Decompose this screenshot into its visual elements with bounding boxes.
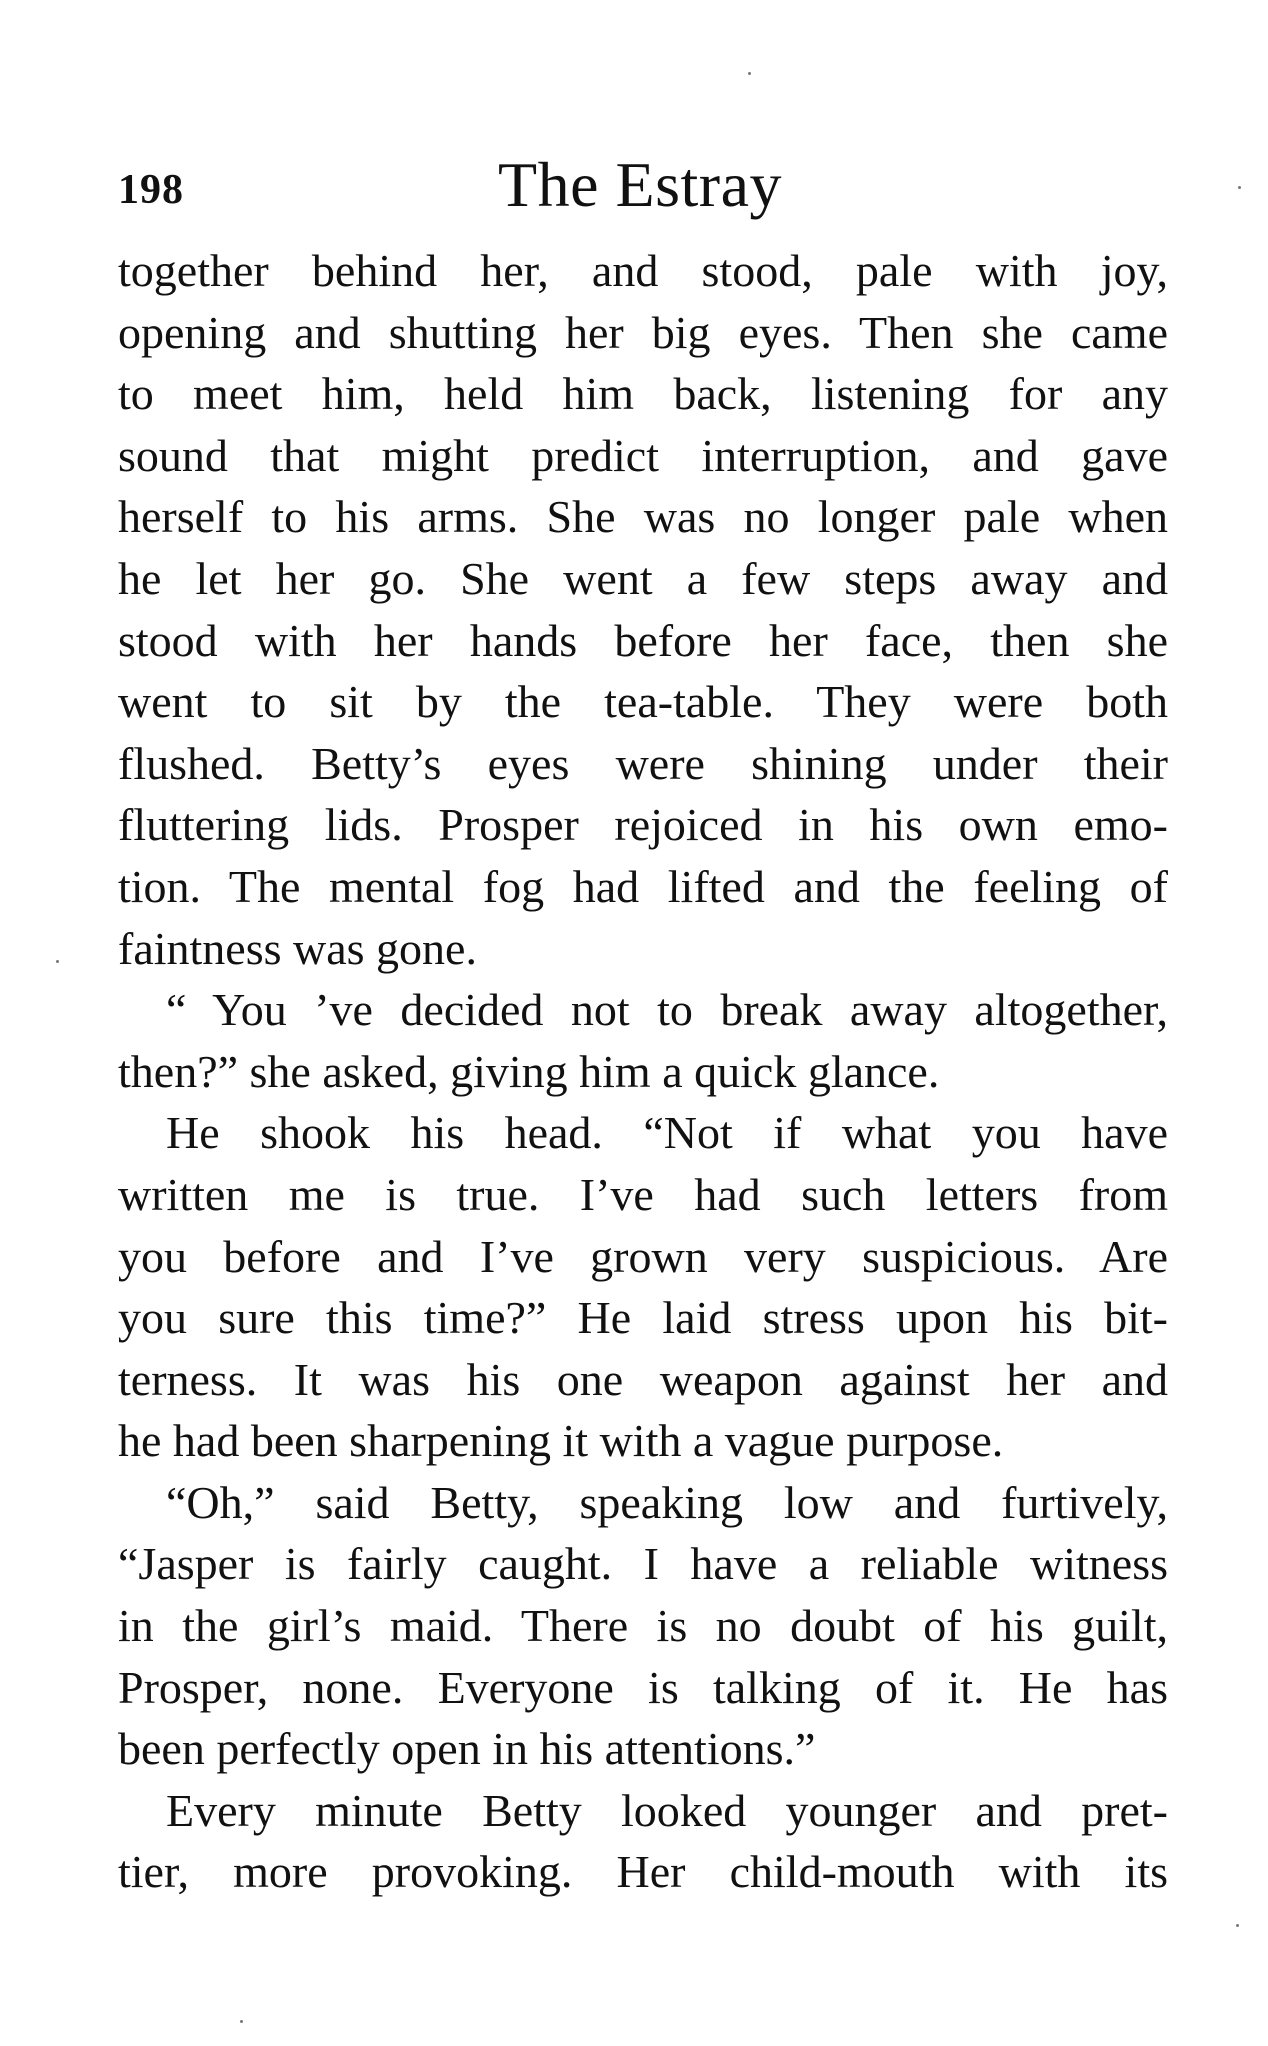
body-text <box>118 240 1168 1940</box>
text-line: you before and I’ve grown very suspicious. Are <box>118 1230 1168 1282</box>
text-line: together behind her, and stood, pale with joy, <box>118 245 1168 296</box>
page-header <box>118 148 1168 228</box>
running-title: The Estray <box>498 149 782 220</box>
text-line: sound that might predict interruption, and gave <box>118 429 1168 481</box>
text-line: “Oh,” said Betty, speaking low and furtively, <box>166 1476 1168 1528</box>
text-line: been perfectly open in his attentions.” <box>118 1723 816 1775</box>
text-line: in the girl’s maid. There is no doubt of his guilt, <box>118 1600 1168 1652</box>
paper-speck <box>1238 186 1241 189</box>
text-line: he had been sharpening it with a vague purpose. <box>118 1415 1004 1467</box>
paper-speck <box>240 2020 243 2023</box>
text-line: flushed. Betty’s eyes were shining under their <box>118 737 1168 789</box>
paper-speck <box>1236 1924 1239 1927</box>
text-line: opening and shutting her big eyes. Then she came <box>118 306 1168 358</box>
text-line: terness. It was his one weapon against her and <box>118 1353 1168 1405</box>
text-line: fluttering lids. Prosper rejoiced in his own emo- <box>118 799 1168 851</box>
text-line: tion. The mental fog had lifted and the feeling of <box>118 860 1168 912</box>
text-line: Prosper, none. Everyone is talking of it. He has <box>118 1661 1168 1713</box>
text-line: herself to his arms. She was no longer pale when <box>118 491 1168 543</box>
text-line: He shook his head. “Not if what you have <box>166 1107 1168 1159</box>
text-line: to meet him, held him back, listening for any <box>118 368 1168 420</box>
paper-speck <box>56 960 59 963</box>
text-line: stood with her hands before her face, then she <box>118 614 1168 666</box>
text-line: “Jasper is fairly caught. I have a reliable witness <box>118 1538 1168 1590</box>
page-number: 198 <box>118 167 184 213</box>
text-line: went to sit by the tea-table. They were both <box>118 676 1168 728</box>
text-line: you sure this time?” He laid stress upon his bit- <box>118 1292 1168 1344</box>
text-line: he let her go. She went a few steps away and <box>118 552 1168 604</box>
text-line: Every minute Betty looked younger and pret- <box>166 1784 1168 1836</box>
text-line: faintness was gone. <box>118 922 477 974</box>
text-line: written me is true. I’ve had such letters from <box>118 1168 1168 1220</box>
text-line: tier, more provoking. Her child-mouth with its <box>118 1846 1168 1898</box>
text-line: “ You ’ve decided not to break away altogether, <box>166 984 1168 1036</box>
text-line: then?” she asked, giving him a quick glance. <box>118 1045 940 1097</box>
paper-speck <box>748 72 751 75</box>
